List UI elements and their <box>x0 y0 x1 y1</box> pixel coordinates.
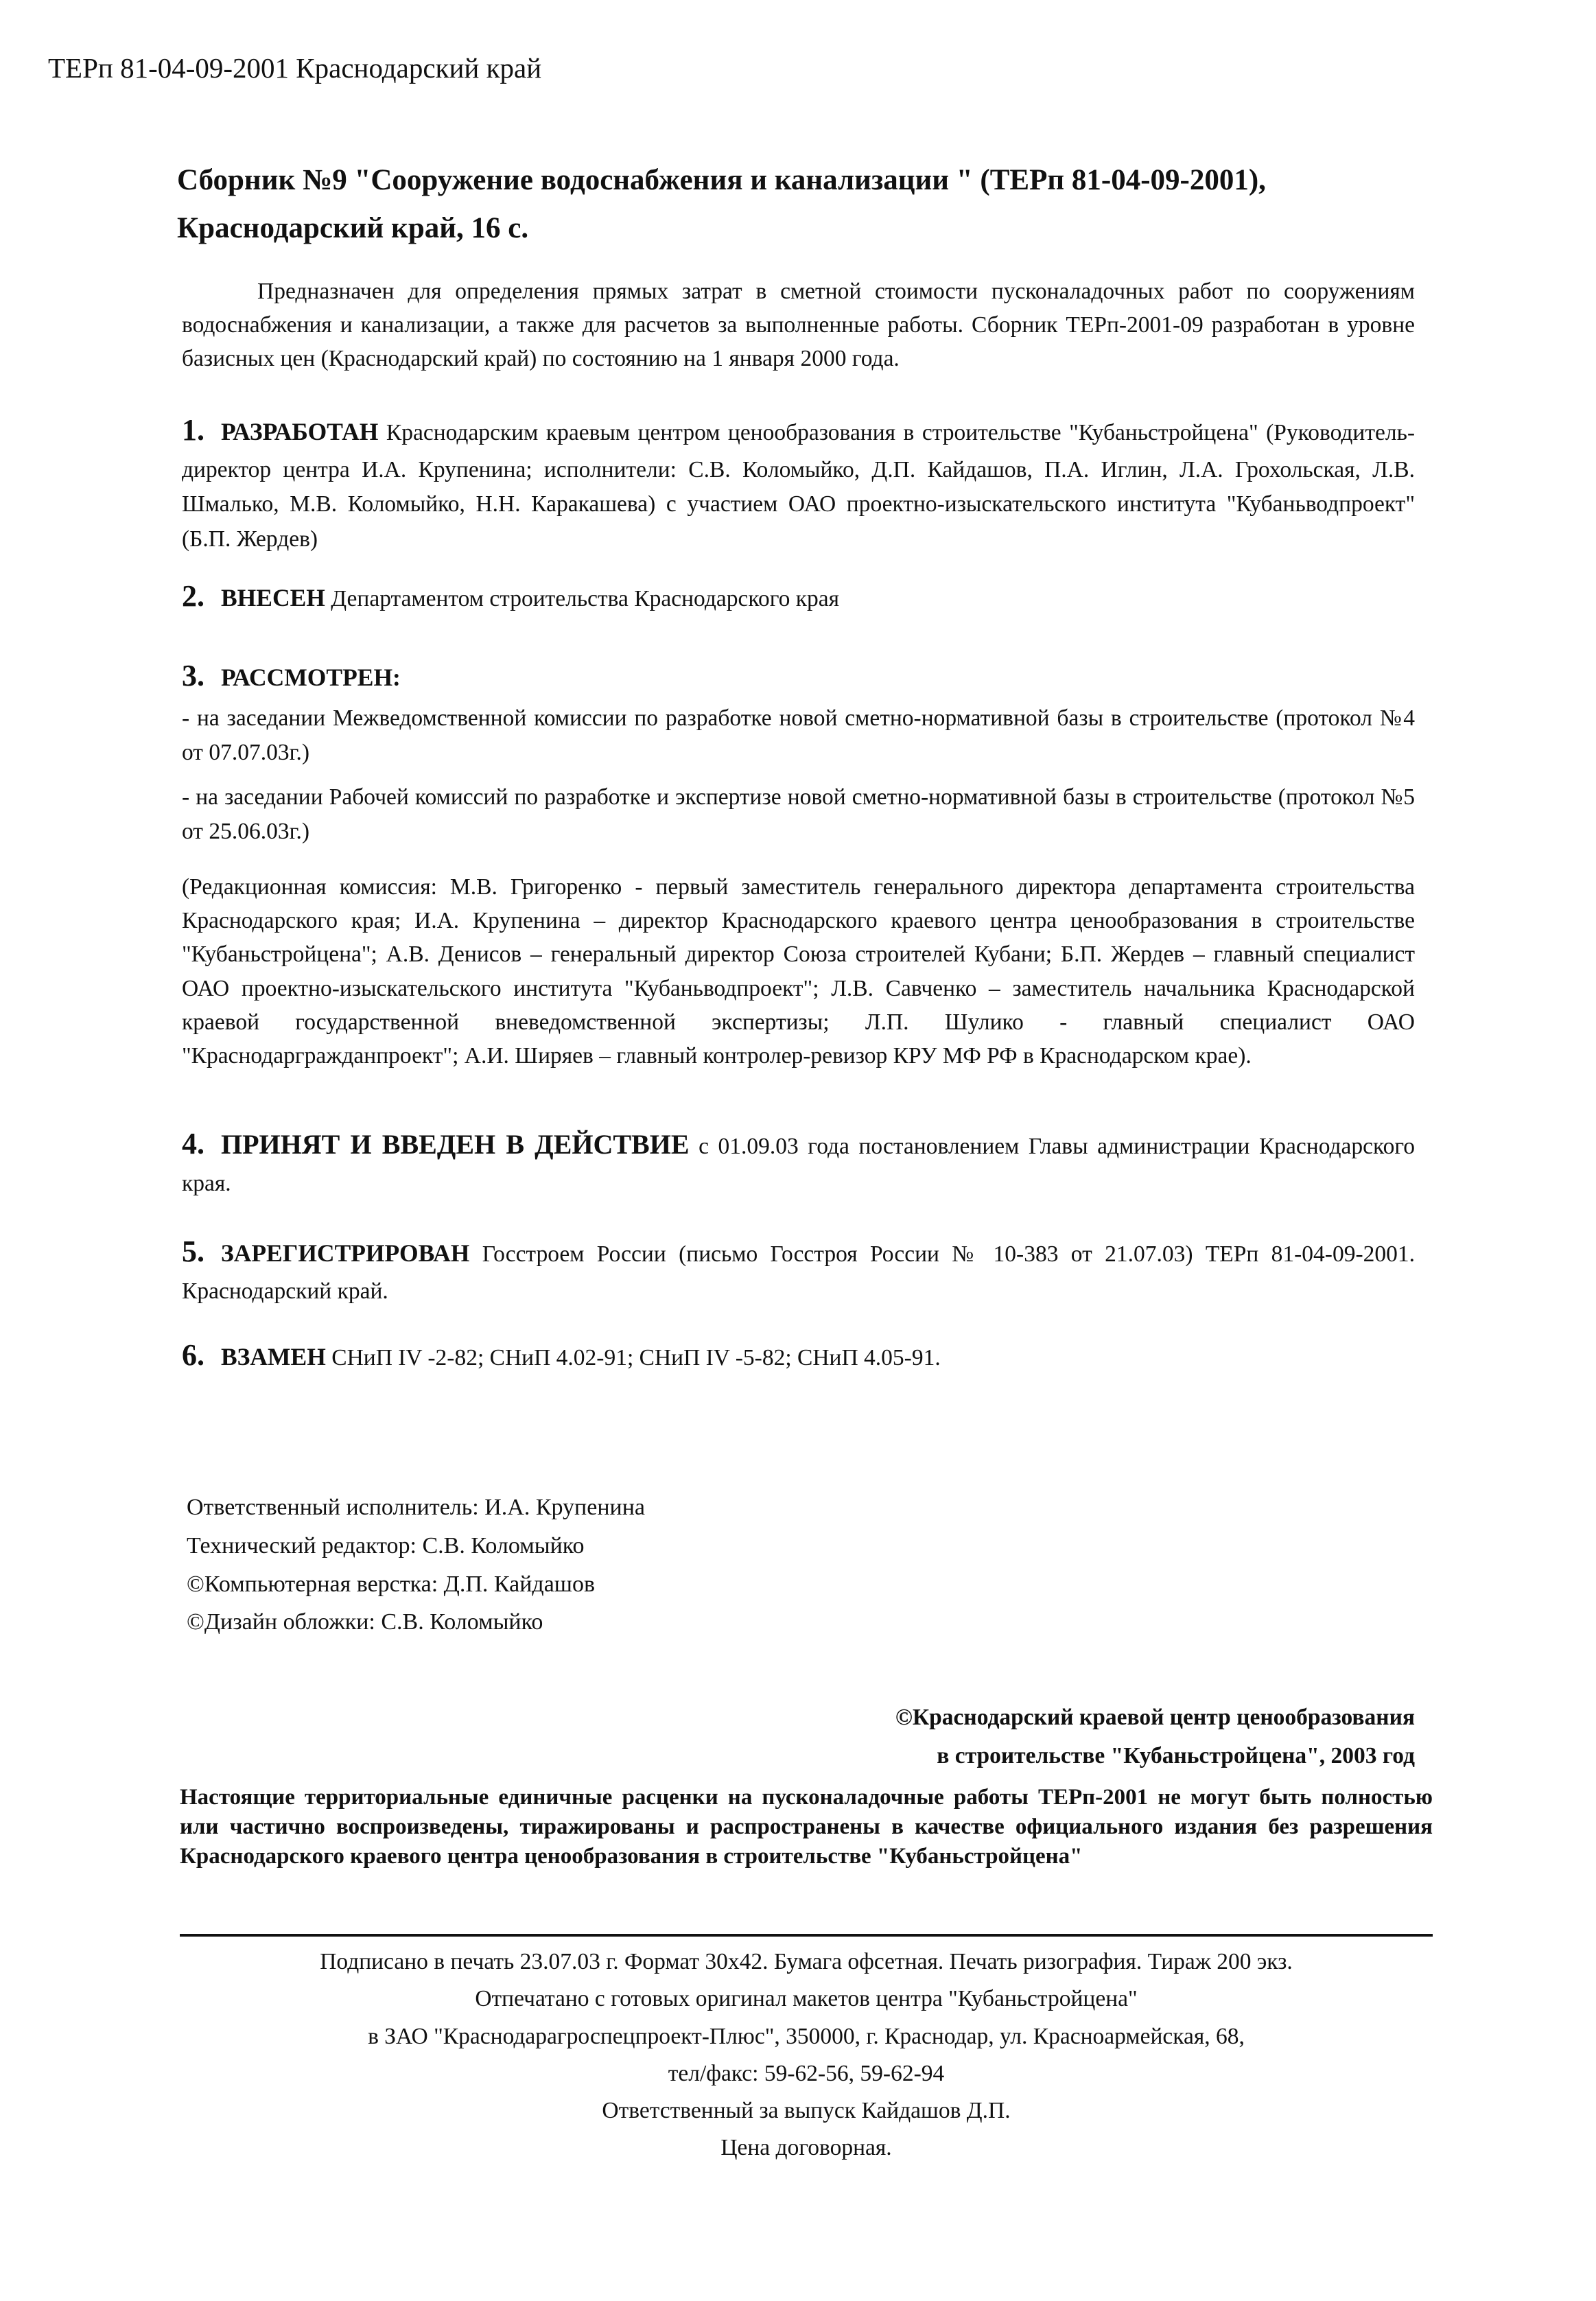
section-heading: РАЗРАБОТАН <box>221 418 379 445</box>
copyright-line-2: в строительстве "Кубаньстройцена", 2003 год <box>937 1742 1415 1768</box>
section-3-reviewed <box>182 653 1415 849</box>
divider-rule <box>180 1934 1433 1937</box>
section-text: Краснодарским краевым центром ценообразования в строительстве "Кубаньстройцена" (Руководитель- директор центра И.А. Крупенина; исполнители: С.В. Коломыйко, Д.П. Кайдашов, П.А. Иглин, Л.А. Грохольская, Л.В. Шмалько, М.В. Коломыйко, Н.Н. Каракашева) с участием ОАО проектно-изыскательского института "Кубаньводпроект" (Б.П. Жердев) <box>182 420 1416 552</box>
section-text: СНиП IV -2-82; СНиП 4.02-91; СНиП IV -5-82; СНиП 4.05-91. <box>331 1345 941 1370</box>
editorial-board-paragraph: (Редакционная комиссия: М.В. Григоренко - первый заместитель генерального директора департамента строительства Краснодарского края; И.А. Крупенина – директор Краснодарского краевого центра ценообразования в строительстве "Кубаньстройцена"; А.В. Денисов – генеральный директор Союза строителей Кубани; Б.П. Жердев – главный специалист ОАО проектно-изыскательского института "Кубаньводпроект"; Л.В. Савченко – заместитель начальника Краснодарской краевой государственной вневедомственной экспертизы; Л.П. Шулико - главный специалист ОАО "Краснодаргражданпроект"; А.И. Ширяев – главный контролер-ревизор КРУ МФ РФ в Краснодарском крае). <box>182 874 1415 1069</box>
imprint-line-3: в ЗАО "Краснодарагроспецпроект-Плюс", 350000, г. Краснодар, ул. Красноармейская, 68, <box>368 2023 1245 2049</box>
review-item-2: - на заседании Рабочей комиссий по разработке и экспертизе новой сметно-нормативной базы в строительстве (протокол №5 от 25.06.03г.) <box>182 784 1415 844</box>
credit-line-cover: ©Дизайн обложки: С.В. Коломыйко <box>187 1609 543 1635</box>
credits-block <box>187 1488 645 1642</box>
imprint-block <box>180 1943 1433 2167</box>
section-heading: ВЗАМЕН <box>221 1343 326 1370</box>
section-number: 3. <box>182 659 204 692</box>
section-heading: ВНЕСЕН <box>221 584 325 611</box>
reproduction-notice: Настоящие территориальные единичные расценки на пусконаладочные работы ТЕРп-2001 не могут быть полностью или частично воспроизведены, тиражированы и распространены в качестве официального издания без разрешения Краснодарского краевого центра ценообразования в строительстве "Кубаньстройцена" <box>180 1785 1433 1869</box>
imprint-line-1: Подписано в печать 23.07.03 г. Формат 30х42. Бумага офсетная. Печать ризография. Тираж 200 экз. <box>320 1949 1293 1974</box>
section-heading: ПРИНЯТ И ВВЕДЕН В ДЕЙСТВИЕ <box>221 1129 690 1160</box>
copyright-line-1: ©Краснодарский краевой центр ценообразования <box>895 1705 1415 1730</box>
section-2-submitted <box>182 574 1415 619</box>
section-header-row <box>182 653 1415 699</box>
section-number: 5. <box>182 1235 204 1268</box>
section-text: с 01.09.03 года постановлением Главы администрации Краснодарского края. <box>182 1134 1416 1196</box>
imprint-line-4: тел/факс: 59-62-56, 59-62-94 <box>668 2060 945 2086</box>
section-number: 4. <box>182 1127 204 1160</box>
credit-line-executor: Ответственный исполнитель: И.А. Крупенина <box>187 1495 646 1520</box>
document-title <box>177 156 1481 252</box>
section-1-developed <box>182 408 1415 557</box>
imprint-line-2: Отпечатано с готовых оригинал макетов центра "Кубаньстройцена" <box>475 1986 1138 2012</box>
intro-paragraph: Предназначен для определения прямых затрат в сметной стоимости пусконаладочных работ по сооружениям водоснабжения и канализации, а также для расчетов за выполненные работы. Сборник ТЕРп-2001-09 разработан в уровне базисных цен (Краснодарский край) по состоянию на 1 января 2000 года. <box>182 279 1415 372</box>
section-4-adopted <box>182 1121 1415 1201</box>
credit-line-layout: ©Компьютерная верстка: Д.П. Кайдашов <box>187 1571 596 1597</box>
section-5-registered <box>182 1229 1415 1309</box>
imprint-line-5: Ответственный за выпуск Кайдашов Д.П. <box>602 2098 1011 2124</box>
section-6-replaces <box>182 1333 1415 1378</box>
section-heading: РАССМОТРЕН: <box>221 664 401 691</box>
running-header: ТЕРп 81-04-09-2001 Краснодарский край <box>48 52 542 84</box>
section-number: 2. <box>182 579 204 613</box>
title-line-1: Сборник №9 "Сооружение водоснабжения и канализации " (ТЕРп 81-04-09-2001), <box>177 164 1266 196</box>
copyright-block <box>895 1698 1415 1775</box>
section-number: 1. <box>182 413 204 447</box>
section-text: Департаментом строительства Краснодарского края <box>331 586 840 611</box>
credit-line-editor: Технический редактор: С.В. Коломыйко <box>187 1532 585 1558</box>
section-number: 6. <box>182 1338 204 1372</box>
imprint-line-6: Цена договорная. <box>720 2135 892 2161</box>
section-heading: ЗАРЕГИСТРИРОВАН <box>221 1239 470 1267</box>
title-line-2: Краснодарский край, 16 с. <box>177 211 529 244</box>
section-text: Госстроем России (письмо Госстроя России № 10-383 от 21.07.03) ТЕРп 81-04-09-2001. Краснодарский край. <box>182 1241 1415 1304</box>
review-item-1: - на заседании Межведомственной комиссии по разработке новой сметно-нормативной базы в строительстве (протокол №4 от 07.07.03г.) <box>182 705 1415 766</box>
